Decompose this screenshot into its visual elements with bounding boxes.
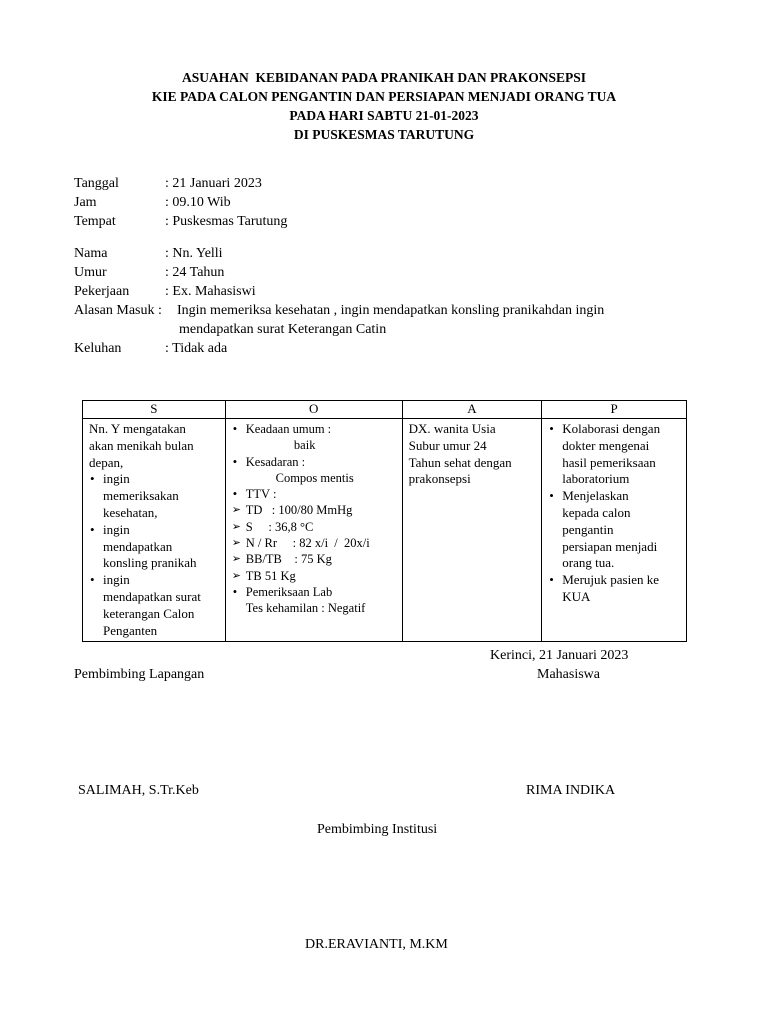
visit-info [74, 174, 694, 231]
p-bullet-item [548, 488, 682, 572]
s-bullet-line: kesehatan, [103, 504, 158, 520]
o-lab-value: Tes kehamilan : Negatif [245, 601, 366, 616]
s-bullet-line: Penganten [103, 622, 158, 638]
info-row-tanggal [74, 174, 694, 193]
soap-header-s: S [83, 401, 226, 419]
patient-row-alasan-cont [74, 320, 694, 339]
s-bullet-item [89, 572, 221, 639]
soap-header-o: O [225, 401, 402, 419]
title-line-4: DI PUSKESMAS TARUTUNG [293, 127, 475, 142]
p-bullet-line: • Merujuk pasien ke [562, 572, 660, 588]
s-bullet-line: • ingin [103, 471, 130, 487]
p-bullet-item [548, 572, 682, 606]
o-keadaan-value: baik [293, 438, 316, 453]
title-line-1: ASUAHAN KEBIDANAN PADA PRANIKAH DAN PRAKONSEPSI [181, 70, 587, 85]
o-keadaan-label: • Keadaan umum : [232, 421, 398, 437]
footer-institution-role: Pembimbing Institusi [317, 822, 438, 837]
a-line: Subur umur 24 [408, 437, 487, 453]
p-bullet-line: • Menjelaskan [562, 488, 629, 504]
patient-value: : Nn. Yelli [165, 246, 223, 261]
title-line-3: PADA HARI SABTU 21-01-2023 [289, 108, 479, 123]
o-ttv-item: ➢ S : 36,8 °C [232, 519, 398, 535]
o-lab-label: • Pemeriksaan Lab [232, 584, 398, 600]
soap-header-p: P [542, 401, 687, 419]
s-line: Nn. Y mengatakan [89, 421, 186, 436]
patient-row-alasan [74, 301, 694, 320]
o-ttv-item: ➢ N / Rr : 82 x/i / 20x/i [232, 535, 398, 551]
patient-value: : 24 Tahun [165, 265, 225, 280]
s-bullet-item [89, 522, 221, 572]
info-value: : Puskesmas Tarutung [165, 214, 288, 229]
patient-value: : Tidak ada [165, 341, 228, 356]
p-bullet-item [548, 421, 682, 488]
patient-label: Nama [74, 246, 108, 261]
footer-right-name: RIMA INDIKA [526, 783, 616, 798]
s-bullet-line: mendapatkan surat [103, 588, 201, 604]
soap-cell-o [225, 419, 402, 642]
soap-content-row [83, 419, 687, 642]
o-kesadaran-label: • Kesadaran : [232, 454, 398, 470]
info-label: Tanggal [74, 176, 119, 191]
title-line-2: KIE PADA CALON PENGANTIN DAN PERSIAPAN MENJADI ORANG TUA [151, 89, 617, 104]
patient-value: : Ex. Mahasiswi [165, 284, 256, 299]
info-value: : 21 Januari 2023 [165, 176, 262, 191]
a-line: prakonsepsi [408, 471, 471, 487]
s-line: depan, [89, 454, 124, 470]
info-label: Tempat [74, 214, 116, 229]
soap-table [82, 400, 687, 642]
s-bullet-line: mendapatkan [103, 538, 173, 554]
patient-row-keluhan [74, 339, 694, 358]
s-bullet-line: memeriksakan [103, 488, 179, 504]
soap-header-row [83, 401, 687, 419]
info-label: Jam [74, 195, 97, 210]
s-bullet-line: • ingin [103, 572, 130, 588]
p-bullet-line: pengantin [562, 521, 614, 537]
patient-row-pekerjaan [74, 282, 694, 301]
info-row-tempat [74, 212, 694, 231]
p-bullet-line: laboratorium [562, 471, 630, 487]
document-title [0, 68, 768, 144]
footer-place-date: Kerinci, 21 Januari 2023 [490, 648, 629, 663]
s-bullet-line: konsling pranikah [103, 555, 197, 571]
soap-cell-s [83, 419, 226, 642]
footer-right-role: Mahasiswa [537, 667, 600, 682]
soap-header-a: A [402, 401, 542, 419]
footer-left-name: SALIMAH, S.Tr.Keb [78, 783, 199, 798]
patient-row-nama [74, 244, 694, 263]
patient-label: Umur [74, 265, 107, 280]
patient-row-umur [74, 263, 694, 282]
patient-label: Keluhan [74, 341, 122, 356]
o-ttv-item: ➢ BB/TB : 75 Kg [232, 551, 398, 567]
soap-cell-p [542, 419, 687, 642]
p-bullet-line: KUA [562, 588, 591, 604]
p-bullet-line: hasil pemeriksaan [562, 454, 656, 470]
p-bullet-line: orang tua. [562, 555, 615, 571]
patient-value-continued: mendapatkan surat Keterangan Catin [179, 322, 387, 337]
o-ttv-label: • TTV : [232, 486, 398, 502]
o-kesadaran-value: Compos mentis [275, 470, 354, 485]
soap-cell-a [402, 419, 542, 642]
patient-label: Alasan Masuk : [74, 303, 162, 318]
o-ttv-item: ➢ TB 51 Kg [232, 568, 398, 584]
s-bullet-line: • ingin [103, 521, 130, 537]
info-row-jam [74, 193, 694, 212]
info-value: : 09.10 Wib [165, 195, 231, 210]
a-line: DX. wanita Usia [408, 421, 496, 436]
p-bullet-line: persiapan menjadi [562, 538, 658, 554]
p-bullet-line: • Kolaborasi dengan [562, 421, 661, 436]
o-ttv-item: ➢ TD : 100/80 MmHg [232, 502, 398, 518]
s-bullet-line: keterangan Calon [103, 605, 195, 621]
p-bullet-line: kepada calon [562, 504, 631, 520]
s-bullet-item [89, 471, 221, 521]
a-line: Tahun sehat dengan [408, 454, 512, 470]
p-bullet-line: dokter mengenai [562, 437, 650, 453]
patient-info [74, 244, 694, 358]
patient-label: Pekerjaan [74, 284, 130, 299]
patient-value: Ingin memeriksa kesehatan , ingin mendapatkan konsling pranikahdan ingin [177, 303, 605, 318]
footer-left-role: Pembimbing Lapangan [74, 667, 205, 682]
s-line: akan menikah bulan [89, 437, 194, 453]
footer-institution-name: DR.ERAVIANTI, M.KM [305, 937, 448, 952]
